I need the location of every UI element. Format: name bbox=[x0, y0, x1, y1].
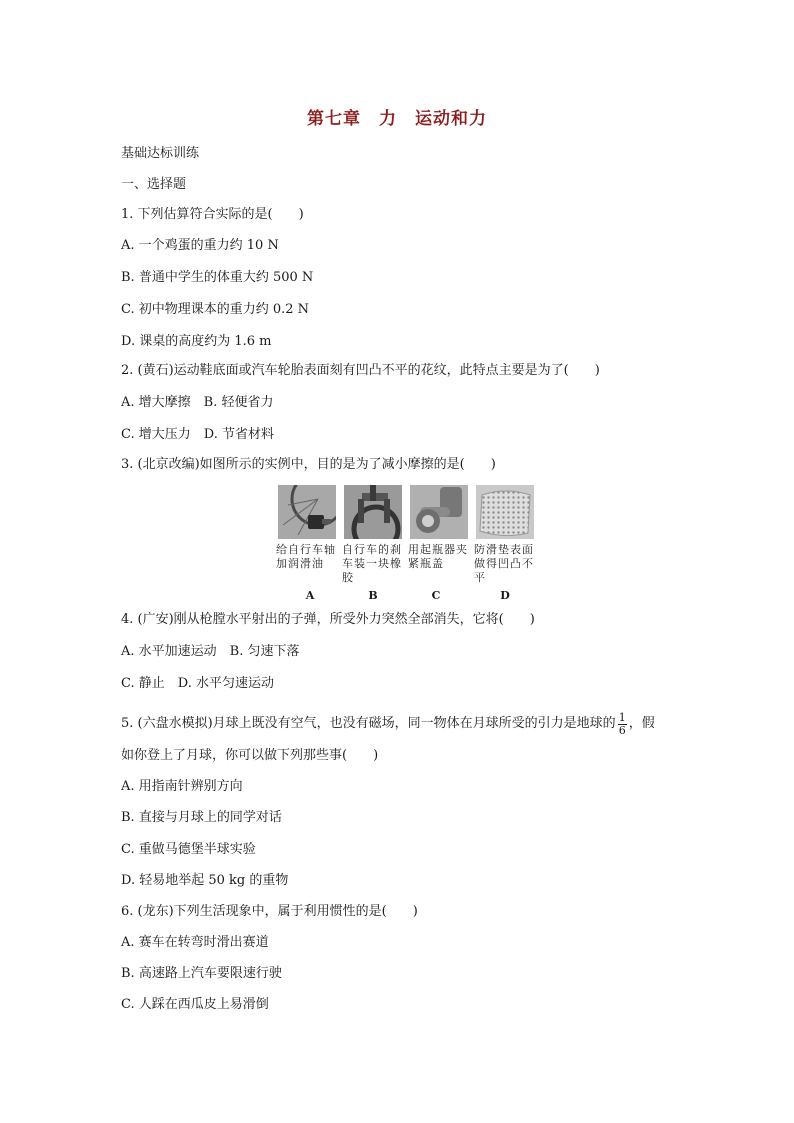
question-5-option-c: C. 重做马德堡半球实验 bbox=[121, 842, 256, 857]
figure-label-d: D bbox=[500, 589, 510, 602]
section-heading: 基础达标训练 bbox=[121, 146, 200, 161]
photo-bicycle-axle bbox=[278, 485, 336, 539]
fraction-one-sixth bbox=[618, 712, 627, 737]
photo-bottle-opener bbox=[410, 485, 468, 539]
caption-c: 用起瓶器夹 紧瓶盖 bbox=[408, 543, 468, 570]
figure-label-c: C bbox=[431, 589, 441, 602]
question-6-option-c: C. 人踩在西瓜皮上易滑倒 bbox=[121, 997, 269, 1012]
question-1-option-d: D. 课桌的高度约为 1.6 m bbox=[121, 334, 272, 349]
subsection-heading: 一、选择题 bbox=[121, 177, 187, 192]
question-4-stem: 4. (广安)刚从枪膛水平射出的子弹，所受外力突然全部消失，它将( ) bbox=[121, 612, 535, 627]
question-5-option-a: A. 用指南针辨别方向 bbox=[121, 779, 243, 794]
question-5-option-d: D. 轻易地举起 50 kg 的重物 bbox=[121, 873, 289, 888]
question-1-option-c: C. 初中物理课本的重力约 0.2 N bbox=[121, 302, 310, 317]
chapter-title: 第七章 力 运动和力 bbox=[307, 109, 487, 129]
question-2-options-cd: C. 增大压力 D. 节省材料 bbox=[121, 427, 274, 442]
question-5-stem bbox=[121, 708, 655, 740]
photo-anti-slip-mat bbox=[476, 485, 534, 539]
question-4-options-ab: A. 水平加速运动 B. 匀速下落 bbox=[121, 644, 300, 659]
caption-b: 自行车的刹 车装一块橡 胶 bbox=[342, 543, 402, 584]
photo-bicycle-brake bbox=[344, 485, 402, 539]
figure-label-b: B bbox=[368, 589, 378, 602]
question-3-stem: 3. (北京改编)如图所示的实例中，目的是为了减小摩擦的是( ) bbox=[121, 457, 496, 472]
question-3-figure bbox=[276, 485, 538, 603]
question-6-option-a: A. 赛车在转弯时滑出赛道 bbox=[121, 935, 269, 950]
question-4-options-cd: C. 静止 D. 水平匀速运动 bbox=[121, 676, 274, 691]
question-5-stem-part1: 5. (六盘水模拟)月球上既没有空气，也没有磁场，同一物体在月球所受的引力是地球的 bbox=[121, 716, 616, 731]
question-2-options-ab: A. 增大摩擦 B. 轻便省力 bbox=[121, 395, 274, 410]
caption-a: 给自行车轴 加润滑油 bbox=[276, 543, 336, 570]
question-1-option-a: A. 一个鸡蛋的重力约 10 N bbox=[121, 238, 279, 253]
fraction-numerator: 1 bbox=[618, 710, 626, 724]
caption-d: 防滑垫表面 做得凹凸不 平 bbox=[474, 543, 534, 584]
question-6-option-b: B. 高速路上汽车要限速行驶 bbox=[121, 966, 282, 981]
fraction-denominator: 6 bbox=[618, 723, 626, 737]
question-6-stem: 6. (龙东)下列生活现象中，属于利用惯性的是( ) bbox=[121, 904, 418, 919]
question-5-option-b: B. 直接与月球上的同学对话 bbox=[121, 810, 282, 825]
question-2-stem: 2. (黄石)运动鞋底面或汽车轮胎表面刻有凹凸不平的花纹，此特点主要是为了( ) bbox=[121, 363, 600, 378]
question-5-stem-line2: 如你登上了月球，你可以做下列那些事( ) bbox=[121, 748, 379, 763]
question-1-stem: 1. 下列估算符合实际的是( ) bbox=[121, 207, 304, 222]
figure-label-a: A bbox=[305, 589, 315, 602]
question-1-option-b: B. 普通中学生的体重大约 500 N bbox=[121, 270, 314, 285]
question-5-stem-part2: ，假 bbox=[628, 716, 655, 731]
